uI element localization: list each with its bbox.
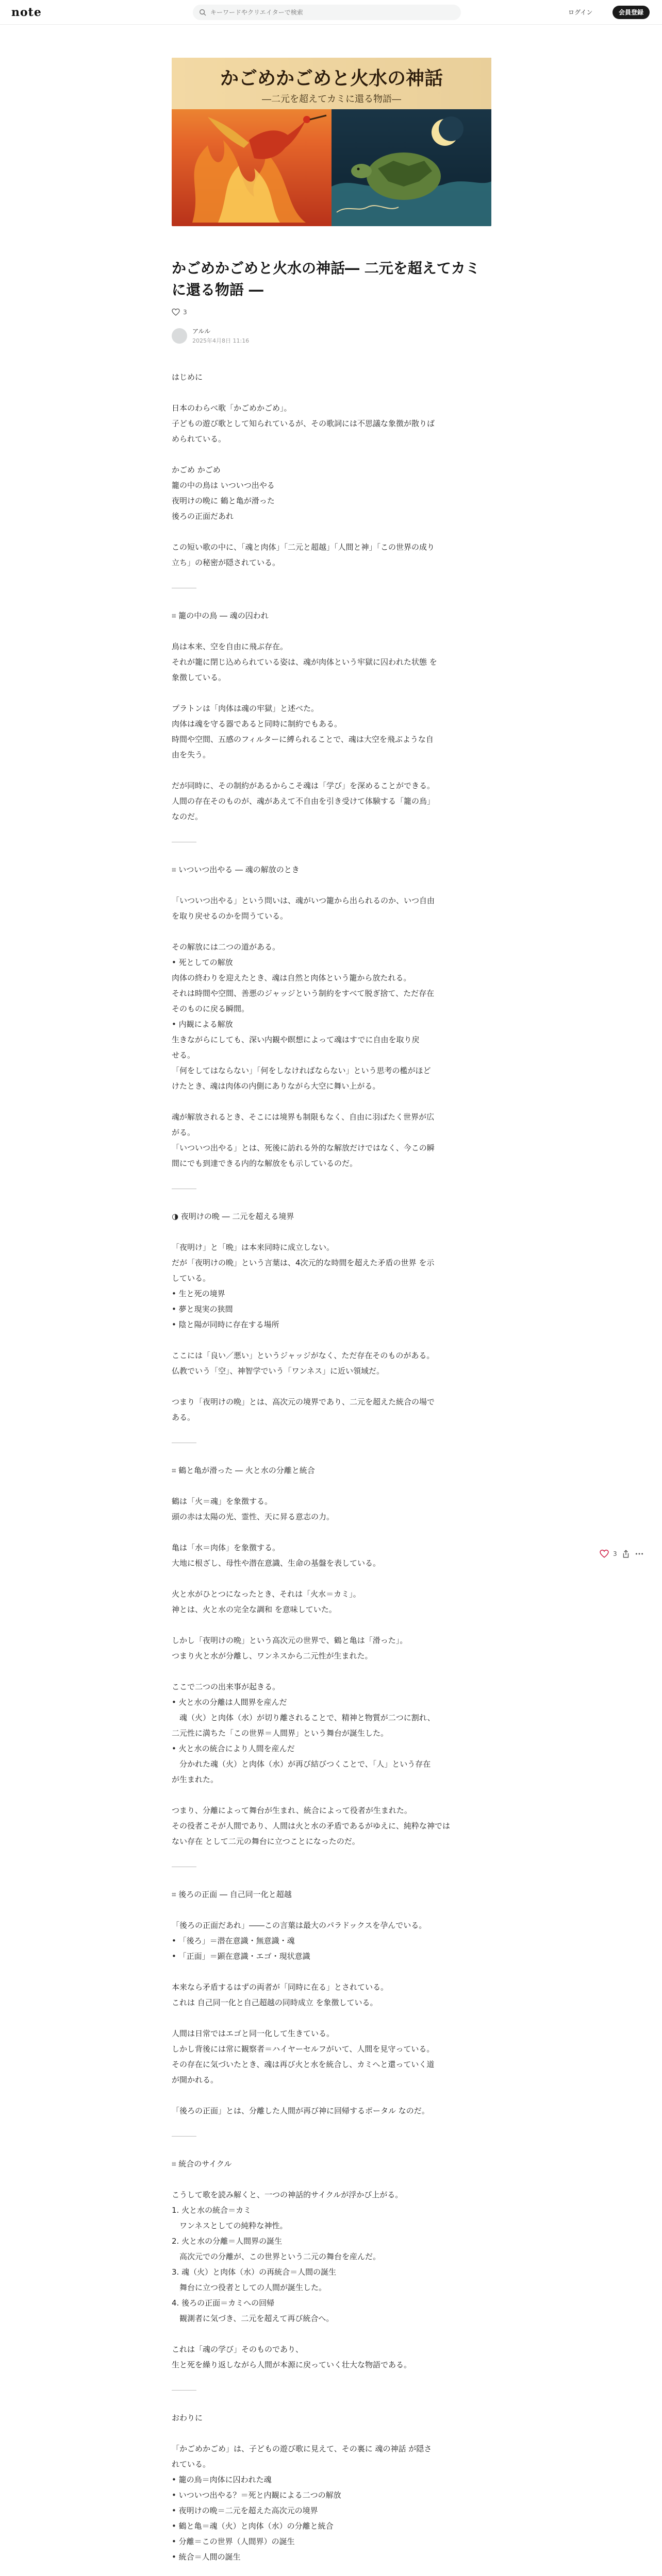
text-line: 「後ろの正面だあれ」――この言葉は最大のパラドックスを孕んでいる。	[172, 1921, 427, 1930]
hero-title: かごめかごめと火水の神話	[220, 67, 443, 89]
text-line: が開かれる。	[172, 2075, 219, 2084]
text-line: している。	[172, 1274, 211, 1283]
text-line: が生まれた。	[172, 1775, 219, 1784]
text-line: それは時間や空間、善悪のジャッジという制約をすべて脱ぎ捨て、ただ存在	[172, 989, 435, 998]
paragraph	[172, 778, 491, 824]
text-line: かごめ かごめ	[172, 465, 221, 474]
article-body	[172, 369, 491, 2565]
signup-button[interactable]: 会員登録	[613, 6, 650, 19]
paragraph	[172, 1348, 491, 1379]
text-line: • 火と水の分離は人間界を産んだ	[172, 1698, 287, 1707]
paragraph	[172, 539, 491, 570]
text-line: • 鶴と亀＝魂（火）と肉体（水）の分離と統合	[172, 2521, 334, 2531]
text-line: 3. 魂（火）と肉体（水）の再統合＝人間の誕生	[172, 2267, 337, 2277]
text-line: 分かれた魂（火）と肉体（水）が再び結びつくことで、「人」という存在	[172, 1759, 431, 1769]
text-line: 1. 火と水の統合＝カミ	[172, 2206, 252, 2215]
side-like-count: 3	[613, 1550, 617, 1557]
paragraph	[172, 1586, 491, 1617]
text-line: 大地に根ざし、母性や潜在意識、生命の基盤を表している。	[172, 1558, 381, 1568]
text-line: 「いついつ出やる」とは、死後に訪れる外的な解放だけではなく、今この瞬	[172, 1143, 435, 1153]
text-line: ここで二つの出来事が起きる。	[172, 1682, 280, 1691]
text-line: • 「正面」＝顕在意識・エゴ・現状意識	[172, 1952, 310, 1961]
paragraph	[172, 1540, 491, 1571]
text-line: こうして歌を読み解くと、一つの神話的サイクルが浮かび上がる。	[172, 2190, 403, 2199]
paragraph	[172, 1633, 491, 1664]
text-line: その役者こそが人間であり、人間は火と水の矛盾であるがゆえに、純粋な神では	[172, 1821, 451, 1831]
paragraph	[172, 1109, 491, 1171]
text-line: 亀は「水＝肉体」を象徴する。	[172, 1543, 280, 1552]
text-line: ある。	[172, 1413, 195, 1422]
paragraph	[172, 1918, 491, 1964]
paragraph	[172, 2103, 491, 2119]
text-line: 象徴している。	[172, 673, 226, 682]
paragraph	[172, 1240, 491, 1332]
article-title: かごめかごめと火水の神話― 二元を超えてカミに還る物語 ―	[172, 260, 480, 298]
text-line: • 分離＝この世界（人間界）の誕生	[172, 2537, 295, 2546]
text-line: 二元性に満ちた「この世界＝人間界」という舞台が誕生した。	[172, 1728, 389, 1738]
text-line: だが「夜明けの晩」という言葉は、4次元的な時間を超えた矛盾の世界 を示	[172, 1258, 435, 1267]
text-line: つまり、分離によって舞台が生まれ、統合によって役者が生まれた。	[172, 1806, 412, 1815]
text-line: 人間の存在そのものが、魂があえて不自由を引き受けて体験する「籠の鳥」	[172, 796, 435, 806]
paragraph	[172, 462, 491, 524]
like-count: 3	[183, 309, 187, 316]
text-line: 籠の中の鳥は いついつ出やる	[172, 481, 275, 490]
paragraph	[172, 2026, 491, 2088]
text-line: を取り戻せるのかを問うている。	[172, 911, 288, 921]
text-line: 人間は日常ではエゴと同一化して生きている。	[172, 2029, 335, 2038]
paragraph	[172, 701, 491, 762]
text-line: その存在に気づいたとき、魂は再び火と水を統合し、カミへと還っていく道	[172, 2060, 435, 2069]
text-line: 観測者に気づき、二元を超えて再び統合へ。	[172, 2314, 334, 2323]
text-line: • 陰と陽が同時に存在する場所	[172, 1320, 279, 1329]
text-line: これは「魂の学び」そのものであり、	[172, 2345, 304, 2354]
text-line: 4. 後ろの正面＝カミへの回帰	[172, 2298, 275, 2308]
author-block[interactable]	[172, 327, 491, 345]
section-heading: ⌗ 後ろの正面 ― 自己同一化と超越	[172, 1890, 292, 1899]
text-line: それが籠に閉じ込められている姿は、魂が肉体という牢獄に囚われた状態 を	[172, 657, 437, 667]
text-line: 立ち」の秘密が隠されている。	[172, 558, 280, 567]
heart-icon[interactable]	[172, 308, 180, 316]
like-row	[172, 308, 491, 316]
section-heading: ⌗ 鶴と亀が滑った ― 火と水の分離と統合	[172, 1466, 315, 1475]
text-line: つまり火と水が分離し、ワンネスから二元性が生まれた。	[172, 1651, 373, 1660]
section-heading: ◑ 夜明けの晩 ― 二元を超える境界	[172, 1212, 294, 1221]
top-bar	[0, 0, 662, 25]
text-line: その解放には二つの道がある。	[172, 942, 280, 952]
text-line: められている。	[172, 434, 226, 444]
paragraph	[172, 2187, 491, 2326]
text-line: 「夜明け」と「晩」は本来同時に成立しない。	[172, 1243, 335, 1252]
text-line: 後ろの正面だあれ	[172, 512, 234, 521]
paragraph	[172, 639, 491, 685]
text-line: 本来なら矛盾するはずの両者が「同時に在る」とされている。	[172, 1982, 389, 1992]
paragraph	[172, 1979, 491, 2010]
text-line: • 火と水の統合により人間を産んだ	[172, 1744, 295, 1753]
paragraph	[172, 1494, 491, 1524]
paragraph	[172, 1394, 491, 1425]
paragraph	[172, 1803, 491, 1849]
text-line: これは 自己同一化と自己超越の同時成立 を象徴している。	[172, 1998, 378, 2007]
publish-date: 2025年4月8日 11:16	[192, 337, 250, 344]
author-name[interactable]: アルル	[192, 328, 211, 335]
text-line: だが同時に、その制約があるからこそ魂は「学び」を深めることができる。	[172, 781, 435, 790]
text-line: 魂が解放されるとき、そこには境界も制限もなく、自由に羽ばたく世界が広	[172, 1112, 435, 1122]
text-line: 由を失う。	[172, 750, 211, 759]
text-line: • 籠の鳥＝肉体に囚われた魂	[172, 2475, 272, 2484]
text-line: 「後ろの正面」とは、分離した人間が再び神に回帰するポータル なのだ。	[172, 2106, 429, 2115]
section-heading: ⌗ いついつ出やる ― 魂の解放のとき	[172, 865, 300, 874]
text-line: • 夜明けの晩＝二元を超えた高次元の境界	[172, 2506, 318, 2515]
text-line: 神とは、火と水の完全な調和 を意味していた。	[172, 1605, 337, 1614]
heart-icon[interactable]	[600, 1549, 609, 1558]
text-line: 頭の赤は太陽の光、霊性、天に昇る意志の力。	[172, 1512, 335, 1521]
text-line: この短い歌の中に、「魂と肉体」「二元と超越」「人間と神」「この世界の成り	[172, 543, 435, 552]
text-line: 「いついつ出やる」という問いは、魂がいつ籠から出られるのか、いつ自由	[172, 896, 435, 905]
text-line: せる。	[172, 1050, 195, 1060]
more-icon[interactable]	[635, 1549, 644, 1558]
text-line: • 夢と現実の狭間	[172, 1304, 233, 1314]
text-line: 間にでも到達できる内的な解放をも示しているのだ。	[172, 1159, 358, 1168]
text-line: 火と水がひとつになったとき、それは「火水＝カミ」。	[172, 1589, 361, 1599]
text-line: • 死としての解放	[172, 958, 233, 967]
text-line: 生と死を繰り返しながら人間が本源に戻っていく壮大な物語である。	[172, 2360, 412, 2369]
text-line: 生きながらにしても、深い内観や瞑想によって魂はすでに自由を取り戻	[172, 1035, 420, 1044]
text-line: 舞台に立つ役者としての人間が誕生した。	[172, 2283, 327, 2292]
section-heading: はじめに	[172, 372, 203, 382]
text-line: 肉体は魂を守る器であると同時に制約でもある。	[172, 719, 342, 728]
section-divider	[172, 2390, 196, 2391]
search-input[interactable]	[210, 9, 453, 16]
text-line: • 生と死の境界	[172, 1289, 225, 1298]
section-heading: おわりに	[172, 2413, 203, 2422]
text-line: • いついつ出やる？＝死と内観による二つの解放	[172, 2490, 341, 2500]
text-line: なのだ。	[172, 812, 203, 821]
text-line: 「かごめかごめ」は、子どもの遊び歌に見えて、その裏に 魂の神話 が隠さ	[172, 2444, 432, 2453]
section-heading: ⌗ 籠の中の鳥 ― 魂の囚われ	[172, 611, 269, 620]
avatar[interactable]	[172, 328, 187, 344]
text-line: 夜明けの晩に 鶴と亀が滑った	[172, 496, 275, 505]
text-line: ワンネスとしての純粋な神性。	[172, 2221, 288, 2230]
text-line: 肉体の終わりを迎えたとき、魂は自然と肉体という籠から放たれる。	[172, 973, 411, 982]
paragraph	[172, 893, 491, 924]
text-line: 「何をしてはならない」「何をしなければならない」という思考の檻がほど	[172, 1066, 431, 1075]
section-heading: ⌗ 統合のサイクル	[172, 2159, 232, 2168]
side-actions	[600, 1549, 644, 1558]
search-box[interactable]	[193, 5, 461, 20]
text-line: しかし背後には常に観察者＝ハイヤーセルフがいて、人間を見守っている。	[172, 2044, 435, 2054]
text-line: 子どもの遊び歌として知られているが、その歌詞には不思議な象徴が散りば	[172, 419, 435, 428]
text-line: ない存在 として二元の舞台に立つことになったのだ。	[172, 1837, 360, 1846]
paragraph	[172, 939, 491, 1094]
text-line: • 内観による解放	[172, 1020, 233, 1029]
text-line: つまり「夜明けの晩」とは、高次元の境界であり、二元を超えた統合の場で	[172, 1397, 435, 1406]
text-line: • 統合＝人間の誕生	[172, 2552, 241, 2562]
text-line: 日本のわらべ歌「かごめかごめ」。	[172, 403, 292, 413]
text-line: プラトンは「肉体は魂の牢獄」と述べた。	[172, 704, 319, 713]
paragraph	[172, 2441, 491, 2565]
text-line: れている。	[172, 2460, 211, 2469]
paragraph	[172, 1679, 491, 1787]
text-line: そのものに戻る瞬間。	[172, 1004, 250, 1013]
text-line: 鶴は「火＝魂」を象徴する。	[172, 1497, 273, 1506]
login-button[interactable]: ログイン	[562, 6, 599, 19]
text-line: 仏教でいう「空」、神智学でいう「ワンネス」に近い領域だ。	[172, 1366, 385, 1376]
text-line: がる。	[172, 1128, 195, 1137]
section-divider	[172, 2136, 196, 2137]
article	[172, 258, 491, 2576]
text-line: • 「後ろ」＝潜在意識・無意識・魂	[172, 1936, 295, 1945]
text-line: けたとき、魂は肉体の内側にありながら大空に舞い上がる。	[172, 1081, 380, 1091]
share-icon[interactable]	[621, 1549, 631, 1558]
paragraph	[172, 2342, 491, 2372]
text-line: 2. 火と水の分離＝人間界の誕生	[172, 2236, 283, 2246]
hero-image	[172, 58, 491, 226]
text-line: 鳥は本来、空を自由に飛ぶ存在。	[172, 642, 288, 651]
search-icon	[199, 9, 206, 16]
text-line: しかし「夜明けの晩」という高次元の世界で、鶴と亀は「滑った」。	[172, 1636, 408, 1645]
text-line: 高次元での分離が、この世界という二元の舞台を産んだ。	[172, 2252, 381, 2261]
text-line: 時間や空間、五感のフィルターに縛られることで、魂は大空を飛ぶような自	[172, 735, 434, 744]
paragraph	[172, 400, 491, 447]
text-line: ここには「良い／悪い」というジャッジがなく、ただ存在そのものがある。	[172, 1351, 435, 1360]
hero-subtitle: ―二元を超えてカミに還る物語―	[262, 94, 401, 105]
note-logo[interactable]: note	[11, 6, 42, 19]
text-line: 魂（火）と肉体（水）が切り離されることで、精神と物質が二つに割れ、	[172, 1713, 435, 1722]
